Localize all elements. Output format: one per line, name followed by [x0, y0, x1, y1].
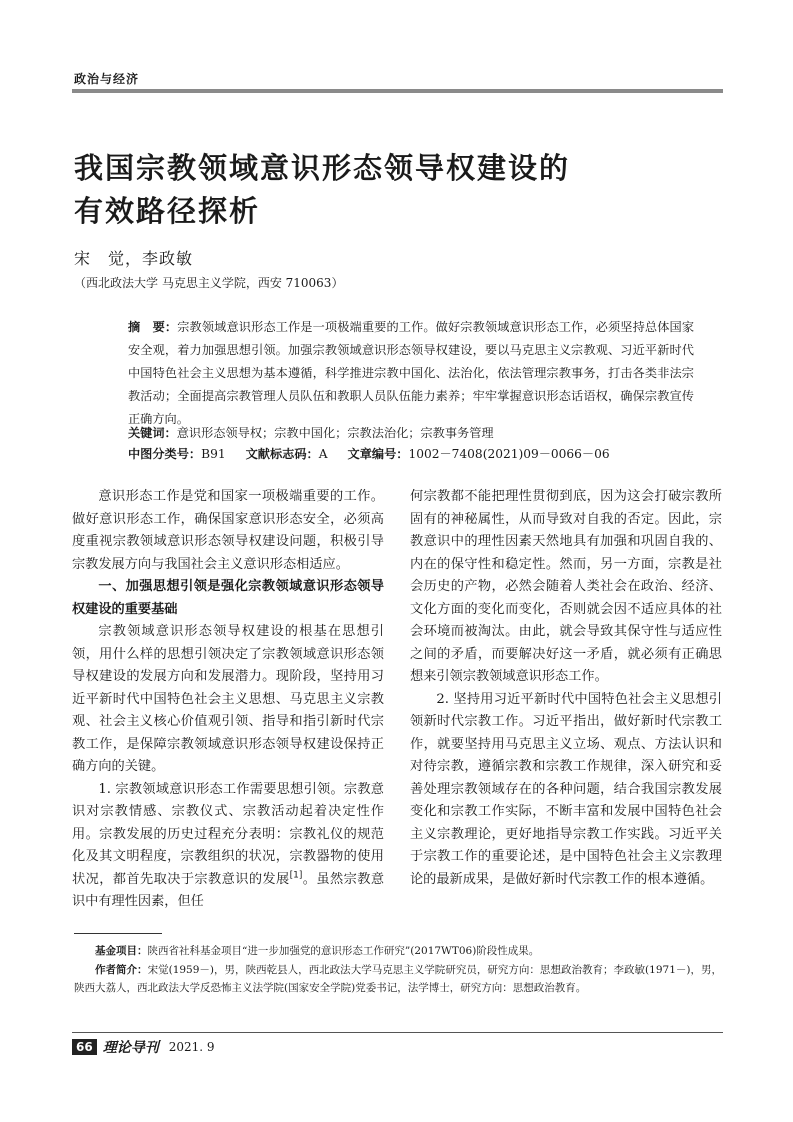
- page-number: 66: [72, 1039, 97, 1055]
- journal-name: 理论导刊: [102, 1040, 159, 1056]
- fund-label: 基金项目：: [95, 945, 148, 957]
- article-number-value: 1002－7408(2021)09－0066－06: [408, 447, 610, 461]
- keywords-text: 意识形态领导权；宗教中国化；宗教法治化；宗教事务管理: [176, 426, 494, 440]
- subsection-heading: 1. 宗教领域意识形态工作需要思想引领。: [98, 781, 344, 797]
- footnote-rule: [74, 933, 162, 934]
- keywords-label: 关键词：: [128, 426, 177, 440]
- clc-label: 中图分类号：: [128, 447, 202, 461]
- body-text: 习近平指出，做好新时代宗教工作，就要坚持用马克思主义立场、观点、方法认识和对待宗教，遵循宗教和宗教工作规律，深入研究和妥善处理宗教领域存在的各种问题，结合我国宗教发展变化和宗教工作实际，不断丰富和发展中国特色社会主义宗教理论，更好地指导宗教工作实践。习近平关于宗教工作的重要论述，是中国特色社会主义宗教理论的最新成果，是做好新时代宗教工作的根本遵循。: [410, 714, 723, 887]
- body-paragraph: [410, 689, 722, 892]
- abstract-label: 摘 要：: [128, 320, 178, 334]
- article-metadata: [128, 444, 708, 464]
- authors: 宋 觉，李政敏: [74, 249, 194, 268]
- section-heading: 一、加强思想引领是强化宗教领域意识形态领导权建设的重要基础: [72, 579, 384, 617]
- affiliation: （西北政法大学 马克思主义学院，西安 710063）: [74, 276, 344, 290]
- body-text: 。虽然宗教意识中有理性因素，但任: [72, 871, 385, 909]
- issue-date: 2021. 9: [168, 1040, 215, 1054]
- page-footer: [72, 1037, 215, 1057]
- keywords: [128, 423, 708, 443]
- reference-marker: [1]: [289, 870, 303, 881]
- body-paragraph: 宗教领域意识形态领导权建设的根基在思想引领，用什么样的思想引领决定了宗教领域意识形态领导权建设的发展方向和发展潜力。现阶段，坚持用习近平新时代中国特色社会主义思想、马克思主义宗教观、社会主义核心价值观引领、指导和指引新时代宗教工作，是保障宗教领域意识形态领导权建设保持正确方向的关键。: [72, 624, 384, 774]
- article-title: [74, 147, 724, 233]
- body-column-right: [410, 486, 722, 891]
- section-tag: 政治与经济: [74, 72, 140, 86]
- author-note: [74, 961, 722, 998]
- body-paragraph: 意识形态工作是党和国家一项极端重要的工作。做好意识形态工作，确保国家意识形态安全，必须高度重视宗教领域意识形态领导权建设问题，积极引导宗教发展方向与我国社会主义意识形态相适应。: [72, 489, 384, 572]
- footnotes: [74, 942, 722, 998]
- header-rule: [72, 89, 723, 93]
- abstract: [128, 316, 694, 431]
- author-note-text: 宋觉(1959－)，男，陕西乾县人，西北政法大学马克思主义学院研究员，研究方向：思想政治教育；李政敏(1971－)，男，陕西大荔人，西北政法大学反恐怖主义法学院(国家安全学院)党委书记，法学博士，研究方向：思想政治教育。: [74, 963, 723, 994]
- body-paragraph: [72, 779, 384, 914]
- doc-code-label: 文献标志码：: [245, 447, 319, 461]
- fund-note: [74, 942, 722, 961]
- article-number-label: 文章编号：: [347, 447, 409, 461]
- title-line-2: 有效路径探析: [74, 194, 261, 228]
- doc-code-value: A: [318, 447, 328, 461]
- subsection-heading: 2. 坚持用习近平新时代中国特色社会主义思想引领新时代宗教工作。: [410, 691, 722, 729]
- title-line-1: 我国宗教领域意识形态领导权建设的: [74, 151, 571, 185]
- body-text: 宗教意识对宗教情感、宗教仪式、宗教活动起着决定性作用。宗教发展的历史过程充分表明：宗教礼仪的规范化及其文明程度，宗教组织的状况，宗教器物的使用状况，都首先取决于宗教意识的发展: [72, 781, 384, 887]
- fund-text: 陕西省社科基金项目“进一步加强党的意识形态工作研究”(2017WT06)阶段性成果。: [147, 945, 540, 957]
- abstract-text: 宗教领域意识形态工作是一项极端重要的工作。做好宗教领域意识形态工作，必须坚持总体国家安全观，着力加强思想引领。加强宗教领域意识形态领导权建设，要以马克思主义宗教观、习近平新时代中国特色社会主义思想为基本遵循，科学推进宗教中国化、法治化，依法管理宗教事务，打击各类非法宗教活动；全面提高宗教管理人员队伍和教职人员队伍能力素养；牢牢掌握意识形态话语权，确保宗教宣传正确方向。: [128, 320, 695, 426]
- clc-value: B91: [201, 447, 226, 461]
- body-paragraph: 何宗教都不能把理性贯彻到底，因为这会打破宗教所固有的神秘属性，从而导致对自我的否定。因此，宗教意识中的理性因素天然地具有加强和巩固自我的、内在的保守性和稳定性。然而，另一方面，宗教是社会历史的产物，必然会随着人类社会在政治、经济、文化方面的变化而变化，否则就会因不适应具体的社会环境而被淘汰。由此，就会导致其保守性与适应性之间的矛盾，而要解决好这一矛盾，就必须有正确思想来引领宗教领域意识形态工作。: [410, 489, 722, 684]
- body-column-left: [72, 486, 384, 914]
- author-note-label: 作者简介：: [95, 963, 148, 976]
- footer-rule: [72, 1032, 723, 1033]
